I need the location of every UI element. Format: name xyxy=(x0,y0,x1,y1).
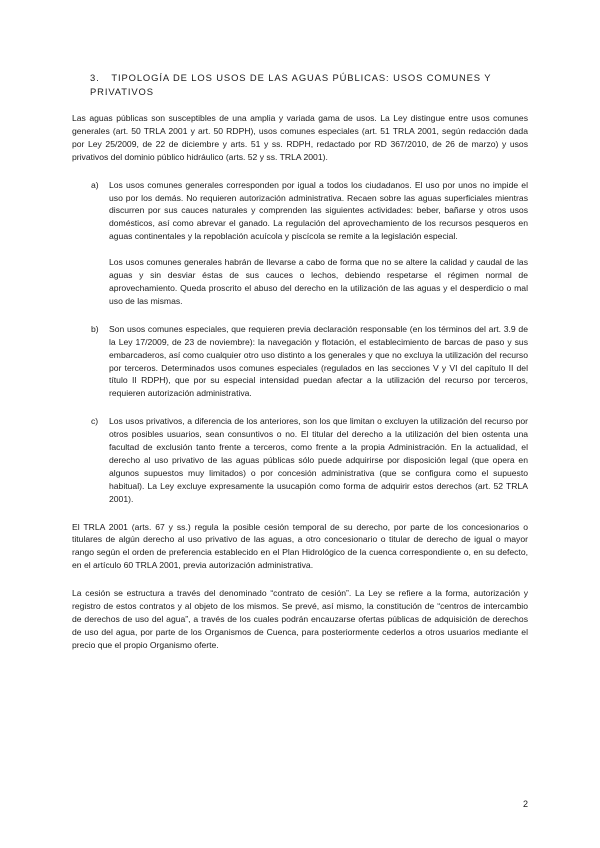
intro-paragraph: Las aguas públicas son susceptibles de una amplia y variada gama de usos. La Ley distingue entre usos comunes generales (art. 50 TRLA 2001 y art. 50 RDPH), usos comunes especiales (art. 51 TRLA 2001, según redacción dada por Ley 25/2009, de 22 de diciembre y arts. 51 y ss. RDPH, redactado por RD 367/2010, de 26 de marzo) y usos privativos del dominio público hidráulico (arts. 52 y ss. TRLA 2001). xyxy=(72,113,528,162)
trla-paragraph: El TRLA 2001 (arts. 67 y ss.) regula la posible cesión temporal de su derecho, por parte de los concesionarios o titulares de algún derecho al uso privativo de las aguas, a otro concesionario o titular de derecho de igual o mayor rango según el orden de preferencia establecido en el Plan Hidrológico de la cuenca correspondiente o, en su defecto, en el artículo 60 TRLA 2001, previa autorización administrativa. xyxy=(72,521,528,571)
list-item-a xyxy=(72,179,528,308)
list-marker-c: c) xyxy=(91,416,99,427)
list-item-a-paragraph-1: Los usos comunes generales corresponden por igual a todos los ciudadanos. El uso por unos no impide el uso por los demás. No requieren autorización administrativa. Recaen sobre las aguas superficiales mientras discurren por sus cauces naturales y comprenden las siguientes actividades: beber, bañarse y otros usos domésticos, así como abrevar el ganado. La regulación del aprovechamiento de los recursos pesqueros en aguas continentales y la repoblación acuícola y piscícola se remite a la legislación especial. xyxy=(109,179,528,242)
list-item-b xyxy=(72,323,528,400)
section-heading xyxy=(90,71,540,99)
page-number: 2 xyxy=(522,799,528,809)
list-item-b-paragraph-1: Son usos comunes especiales, que requieren previa declaración responsable (en los términos del art. 3.9 de la Ley 17/2009, de 23 de noviembre): la navegación y flotación, el establecimiento de barcas de paso y sus embarcaderos, así como cualquier otro uso distinto a los generales y que no excluya la utilización del recurso por terceros. Determinados usos comunes especiales (regulados en las secciones V y VI del capítulo II del título II RDPH), que por su especial intensidad puedan afectar a la utilización del recurso por terceros, requieren autorización administrativa. xyxy=(109,323,528,399)
section-number: 3. xyxy=(90,72,100,83)
list-marker-a: a) xyxy=(91,179,99,190)
cesion-paragraph: La cesión se estructura a través del denominado “contrato de cesión”. La Ley se refiere a la forma, autorización y registro de estos contratos y al objeto de los mismos. Se prevé, así mismo, la constitución de “centros de intercambio de derechos de uso del agua”, a través de los cuales podrán encauzarse ofertas públicas de adquisición de derechos de uso del agua, por parte de los Organismos de Cuenca, para posteriormente cederlos a otros usuarios mediante el precio que el propio Organismo oferte. xyxy=(72,588,528,650)
document-body xyxy=(72,112,528,667)
list-marker-b: b) xyxy=(91,323,99,334)
list-item-c xyxy=(72,415,528,505)
list-item-a-paragraph-2: Los usos comunes generales habrán de llevarse a cabo de forma que no se altere la calidad y caudal de las aguas y sin desviar éstas de sus cauces o lechos, debiendo respetarse el régimen normal de aprovechamiento. Queda proscrito el abuso del derecho en la utilización de las aguas y el desperdicio o mal uso de las mismas. xyxy=(109,257,528,306)
list-item-c-paragraph-1: Los usos privativos, a diferencia de los anteriores, son los que limitan o excluyen la utilización del recurso por otros posibles usuarios, sean consuntivos o no. El titular del derecho a la utilización del bien ostenta una facultad de exclusión tanto frente a terceros, como frente a la propia Administración. En la actualidad, el derecho al uso privativo de las aguas públicas sólo puede adquirirse por disposición legal (que opera en algunos supuestos muy limitados) o por concesión administrativa (que se configura como el supuesto habitual). La Ley excluye expresamente la usucapión como forma de adquirir estos derechos (art. 52 TRLA 2001). xyxy=(109,416,528,504)
section-title: TIPOLOGÍA DE LOS USOS DE LAS AGUAS PÚBLICAS: USOS COMUNES Y PRIVATIVOS xyxy=(90,72,492,97)
